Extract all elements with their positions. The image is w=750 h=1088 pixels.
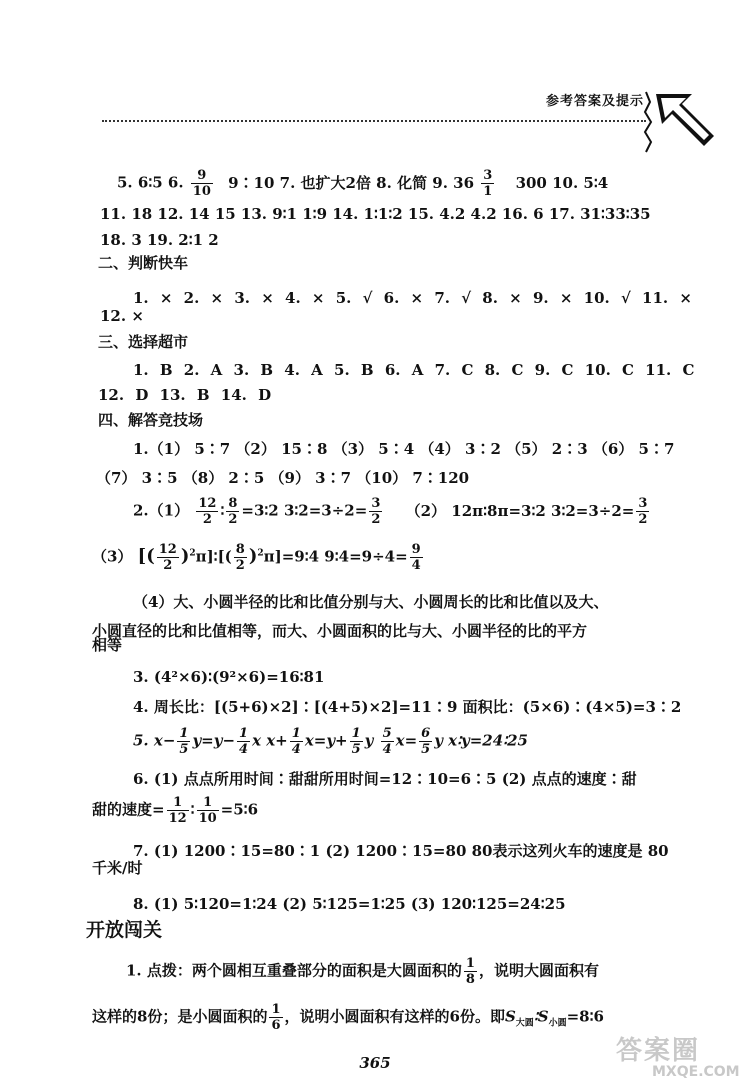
denominator: 2 bbox=[235, 558, 245, 573]
numerator: 1 bbox=[351, 726, 361, 741]
header-dotted-rule bbox=[102, 120, 646, 122]
section-heading-open: 开放闯关 bbox=[86, 919, 163, 941]
denominator: 2 bbox=[371, 512, 381, 527]
text: 甜的速度= bbox=[92, 800, 165, 819]
line-solve-5: 3. (4²×6)∶(9²×6)=16∶81 bbox=[133, 668, 325, 686]
line-fill-3: 18. 3 19. 2∶1 2 bbox=[100, 231, 219, 249]
denominator: 2 bbox=[163, 558, 173, 573]
line-solve-12: 8. (1) 5∶120=1∶24 (2) 5∶125=1∶25 (3) 120∶125=24∶25 bbox=[133, 895, 566, 913]
running-header bbox=[96, 80, 656, 132]
denominator: 8 bbox=[465, 972, 475, 987]
text: （3） bbox=[92, 547, 133, 566]
text: ，说明小圆面积有这样的6份。即 bbox=[284, 1007, 505, 1026]
text: π]=9∶4 9∶4=9÷4= bbox=[263, 547, 408, 566]
fraction bbox=[167, 795, 189, 826]
denominator: 10 bbox=[198, 811, 217, 826]
bracket: [( bbox=[137, 545, 155, 567]
text: x= bbox=[395, 731, 418, 750]
denominator: 4 bbox=[239, 742, 249, 757]
line-solve-8: 6. (1) 点点所用时间∶甜甜所用时间=12∶10=6∶5 (2) 点点的速度∶甜 bbox=[133, 770, 637, 788]
line-solve-1: 1.（1） 5∶7 （2） 15∶8 （3） 5∶4 （4） 3∶2 （5） 2∶3 （6） 5∶7 bbox=[133, 440, 675, 458]
fraction bbox=[237, 726, 250, 757]
denominator: 5 bbox=[179, 742, 189, 757]
denominator: 2 bbox=[228, 512, 238, 527]
subscript: 小圆 bbox=[548, 1018, 567, 1029]
para-4-line-1: （4）大、小圆半径的比和比值分别与大、小圆周长的比和比值以及大、 bbox=[133, 593, 609, 611]
numerator: 1 bbox=[271, 1002, 281, 1017]
line-solve-3 bbox=[133, 496, 651, 527]
fraction bbox=[177, 726, 190, 757]
bracket: ) bbox=[248, 545, 258, 567]
watermark bbox=[612, 1030, 746, 1086]
line-solve-6: 4. 周长比：[(5+6)×2]∶[(4+5)×2]=11∶9 面积比：(5×6)∶(4×5)=3∶2 bbox=[133, 698, 682, 716]
denominator: 5 bbox=[421, 742, 431, 757]
fraction bbox=[419, 726, 432, 757]
subscript: 大圆 bbox=[515, 1018, 534, 1029]
denominator: 4 bbox=[291, 742, 301, 757]
text: 1. 点拨：两个圆相互重叠部分的面积是大圆面积的 bbox=[126, 961, 462, 980]
text: =5∶6 bbox=[220, 800, 259, 819]
section-heading-solve: 四、解答竞技场 bbox=[98, 411, 204, 429]
numerator: 1 bbox=[239, 726, 249, 741]
text: 这样的8份；是小圆面积的 bbox=[92, 1007, 268, 1026]
denominator: 6 bbox=[271, 1018, 281, 1033]
arrow-icon bbox=[642, 88, 722, 162]
line-fill-1 bbox=[117, 168, 608, 199]
fraction bbox=[157, 542, 179, 573]
text: ，说明大圆面积有 bbox=[478, 961, 599, 980]
numerator: 12 bbox=[158, 542, 177, 557]
denominator: 1 bbox=[483, 184, 493, 199]
line-solve-9 bbox=[92, 795, 258, 826]
numerator: 6 bbox=[421, 726, 431, 741]
para-4-line-3: 相等 bbox=[92, 636, 123, 654]
para-4-line-2: 小圆直径的比和比值相等，而大、小圆面积的比与大、小圆半径的比的平方 bbox=[92, 622, 588, 640]
text: ∶ bbox=[190, 800, 195, 819]
text: y x∶y=24∶25 bbox=[434, 731, 528, 750]
numerator: 3 bbox=[371, 496, 381, 511]
section-heading-choice: 三、选择超市 bbox=[98, 333, 189, 351]
text: 9∶10 7. 也扩大2倍 8. 化简 9. 36 bbox=[228, 173, 475, 192]
text: ∶ bbox=[220, 501, 225, 520]
line-solve-4 bbox=[92, 542, 425, 573]
fraction bbox=[290, 726, 303, 757]
fraction bbox=[369, 496, 382, 527]
denominator: 5 bbox=[351, 742, 361, 757]
line-solve-2: （7） 3∶5 （8） 2∶5 （9） 3∶7 （10） 7∶120 bbox=[96, 469, 470, 487]
line-solve-10: 7. (1) 1200∶15=80∶1 (2) 1200∶15=80 80表示这列火车的速度是 80 bbox=[133, 842, 669, 860]
fraction bbox=[636, 496, 649, 527]
numerator: 12 bbox=[198, 496, 217, 511]
text: =3∶2 3∶2=3÷2= bbox=[241, 501, 368, 520]
text: π]∶[( bbox=[195, 547, 232, 566]
denominator: 12 bbox=[168, 811, 187, 826]
line-judge-2: 12. × bbox=[100, 307, 144, 325]
denominator: 10 bbox=[192, 184, 211, 199]
numerator: 1 bbox=[179, 726, 189, 741]
line-choice-2: 12. D 13. B 14. D bbox=[98, 386, 272, 404]
line-open-1 bbox=[126, 956, 599, 987]
line-fill-2: 11. 18 12. 14 15 13. 9∶1 1∶9 14. 1∶1∶2 15. 4.2 4.2 16. 6 17. 31∶33∶35 bbox=[100, 205, 651, 223]
line-choice-1: 1. B 2. A 3. B 4. A 5. B 6. A 7. C 8. C 9. C 10. C 11. C bbox=[133, 361, 695, 379]
text: y=y− bbox=[192, 731, 236, 750]
text: 5. 6∶5 6. bbox=[117, 173, 184, 192]
text: 5. x− bbox=[133, 731, 176, 750]
header-title: 参考答案及提示 bbox=[545, 94, 644, 109]
fraction bbox=[350, 726, 363, 757]
numerator: 5 bbox=[382, 726, 392, 741]
text: （2） 12π∶8π=3∶2 3∶2=3÷2= bbox=[405, 501, 635, 520]
line-solve-7 bbox=[133, 726, 528, 757]
text: y bbox=[364, 731, 379, 750]
fraction bbox=[464, 956, 477, 987]
text: S bbox=[504, 1007, 516, 1026]
numerator: 3 bbox=[483, 168, 493, 183]
denominator: 2 bbox=[202, 512, 212, 527]
line-open-2 bbox=[92, 1002, 604, 1035]
text: 2.（1） bbox=[133, 501, 190, 520]
fraction bbox=[226, 496, 239, 527]
section-heading-judge: 二、判断快车 bbox=[98, 254, 189, 272]
numerator: 1 bbox=[167, 795, 189, 811]
fraction bbox=[191, 168, 213, 199]
numerator: 1 bbox=[291, 726, 301, 741]
exponent: 2 bbox=[257, 548, 264, 559]
text: x x+ bbox=[252, 731, 288, 750]
numerator: 1 bbox=[465, 956, 475, 971]
numerator: 9 bbox=[191, 168, 213, 184]
line-judge-1: 1. × 2. × 3. × 4. × 5. √ 6. × 7. √ 8. × 9. × 10. √ 11. × bbox=[133, 289, 692, 307]
fraction bbox=[481, 168, 494, 199]
bracket: ) bbox=[180, 545, 190, 567]
numerator: 8 bbox=[235, 542, 245, 557]
text: 300 10. 5∶4 bbox=[515, 173, 609, 192]
denominator: 2 bbox=[638, 512, 648, 527]
watermark-line-2: MXQE.COM bbox=[652, 1064, 740, 1080]
watermark-line-1: 答案圈 bbox=[616, 1036, 701, 1066]
numerator: 1 bbox=[197, 795, 219, 811]
text: =8∶6 bbox=[566, 1007, 604, 1026]
exponent: 2 bbox=[189, 548, 196, 559]
denominator: 4 bbox=[411, 558, 421, 573]
fraction bbox=[234, 542, 247, 573]
fraction bbox=[381, 726, 394, 757]
fraction bbox=[197, 795, 219, 826]
numerator: 3 bbox=[638, 496, 648, 511]
line-solve-11: 千米/时 bbox=[92, 859, 143, 877]
text: ∶S bbox=[533, 1007, 549, 1026]
text: x=y+ bbox=[304, 731, 348, 750]
denominator: 4 bbox=[382, 742, 392, 757]
numerator: 8 bbox=[228, 496, 238, 511]
fraction bbox=[269, 1002, 282, 1033]
numerator: 9 bbox=[411, 542, 421, 557]
fraction bbox=[410, 542, 423, 573]
fraction bbox=[196, 496, 218, 527]
page-number: 365 bbox=[359, 1054, 391, 1072]
